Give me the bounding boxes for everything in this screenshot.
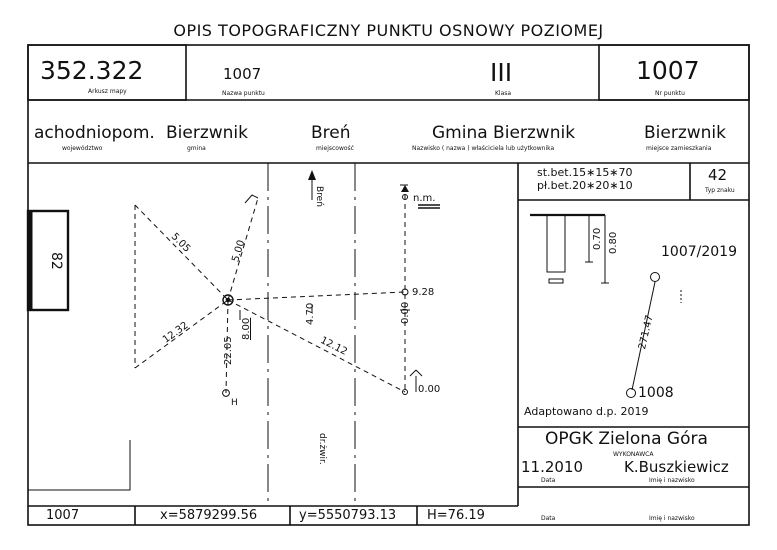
marker-line-1: st.bet.15∗15∗70 — [537, 166, 633, 179]
executor-org: OPGK Zielona Góra — [545, 429, 708, 449]
dist-5-00: 5.00 — [230, 238, 248, 264]
executor-date-caption: Data — [541, 477, 556, 484]
coords-point: 1007 — [46, 508, 80, 523]
coords-x: x=5879299.56 — [160, 508, 258, 523]
inset-distance: 271.47 — [637, 314, 656, 351]
map-sheet-caption: Arkusz mapy — [88, 88, 127, 95]
residence-caption: miejsce zamieszkania — [646, 145, 712, 152]
second-date-caption: Data — [541, 515, 556, 522]
commune-caption: gmina — [187, 145, 206, 152]
executor-name-caption: Imię i nazwisko — [649, 477, 695, 484]
form-title: OPIS TOPOGRAFICZNY PUNKTU OSNOWY POZIOMEJ — [173, 21, 604, 40]
executor-date: 11.2010 — [521, 458, 584, 476]
coords-y: y=5550793.13 — [299, 508, 397, 523]
commune-value: Bierzwnik — [166, 123, 249, 143]
map-sheet-value: 352.322 — [40, 56, 144, 85]
inset-point-b: 1008 — [638, 385, 674, 401]
point-number-value: 1007 — [636, 56, 700, 85]
dist-5-05: 5.05 — [168, 231, 193, 255]
marker-type-caption: Typ znaku — [705, 187, 735, 194]
dist-0-00-b: 0.00 — [418, 384, 441, 395]
executor-name: K.Buszkiewicz — [624, 458, 729, 476]
inset-point-a: 1007/2019 — [661, 244, 737, 260]
second-name-caption: Imię i nazwisko — [649, 515, 695, 522]
owner-value: Gmina Bierzwnik — [432, 123, 576, 143]
north-label: n.m. — [413, 193, 436, 204]
point-name-caption: Nazwa punktu — [222, 90, 265, 97]
class-value: III — [490, 58, 513, 87]
dim-0-80: 0.80 — [608, 231, 619, 254]
locality-value: Breń — [311, 123, 351, 143]
owner-caption: Nazwisko ( nazwa ) właściciela lub użytkownika — [412, 145, 555, 152]
adapted-note: Adaptowano d.p. 2019 — [524, 405, 649, 418]
dist-0-00-a: 0.00 — [400, 301, 411, 324]
dist-4-70: 4.70 — [305, 302, 316, 325]
class-caption: Klasa — [495, 90, 512, 97]
voivodeship-value: achodniopom. — [34, 123, 155, 143]
point-number-caption: Nr punktu — [655, 90, 685, 97]
coords-h: H=76.19 — [427, 508, 485, 523]
dist-22-05: 22.05 — [223, 336, 234, 365]
dist-9-28: 9.28 — [412, 287, 435, 298]
executor-caption: WYKONAWCA — [613, 451, 654, 458]
locality-caption: miejscowość — [316, 145, 354, 152]
marker-type-value: 42 — [708, 166, 728, 184]
dist-12-12: 12.12 — [318, 335, 349, 358]
voivodeship-caption: województwo — [62, 145, 103, 152]
road-label-bottom: dr.żwir. — [317, 433, 327, 465]
road-label-top: Breń — [314, 186, 324, 207]
point-h-label: H — [231, 398, 238, 408]
marker-line-2: pł.bet.20∗20∗10 — [537, 179, 633, 192]
dist-12-32: 12.32 — [160, 319, 191, 346]
point-name-value: 1007 — [223, 65, 262, 83]
dim-0-70: 0.70 — [592, 227, 603, 250]
side-label: 82 — [48, 252, 64, 270]
dist-8-00: 8.00 — [241, 317, 252, 340]
residence-value: Bierzwnik — [644, 123, 727, 143]
